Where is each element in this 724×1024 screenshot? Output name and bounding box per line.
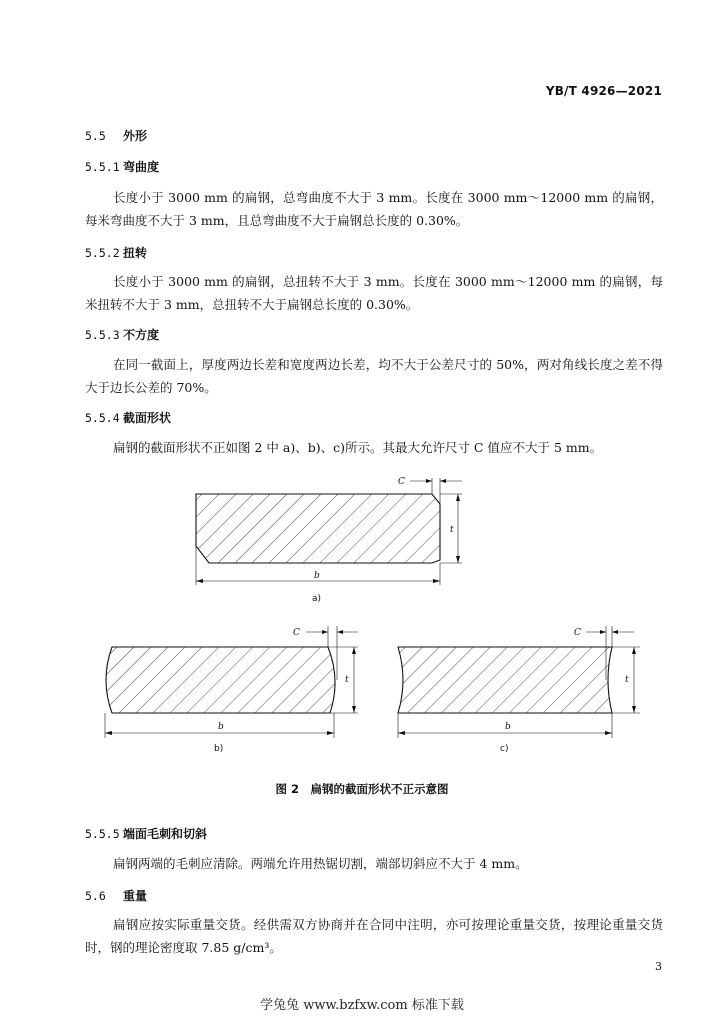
section-heading — [85, 825, 207, 842]
section-number: 5.5 — [85, 129, 106, 143]
section-heading — [85, 127, 147, 144]
page-number: 3 — [655, 960, 662, 973]
figure-caption: 图 2 扁钢的截面形状不正示意图 — [275, 782, 449, 796]
section-heading — [85, 158, 159, 175]
section-number: 5.5.3 — [85, 328, 120, 342]
section-heading — [85, 887, 147, 904]
dimension-label-b: b — [218, 722, 224, 732]
dimension-label-c: C — [293, 628, 300, 638]
section-number: 5.5.2 — [85, 246, 120, 260]
dimension-label-t: t — [345, 675, 349, 685]
diagram-a — [196, 477, 462, 585]
paragraph: 扁钢两端的毛刺应清除。两端允许用热锯切割，端部切斜应不大于 4 mm。 — [113, 856, 528, 871]
cross-section-figure — [0, 465, 724, 775]
section-title: 扭转 — [123, 246, 148, 260]
bar-section-b — [106, 647, 335, 713]
dimension-label-c: C — [574, 628, 581, 638]
section-heading — [85, 326, 159, 343]
standard-code: YB/T 4926—2021 — [545, 84, 662, 98]
section-heading — [85, 409, 171, 426]
footer-watermark: 学兔兔 www.bzfxw.com 标准下载 — [260, 998, 464, 1013]
paragraph: 扁钢应按实际重量交货。经供需双方协商并在合同中注明，亦可按理论重量交货，按理论重量交货时，钢的理论密度取 7.85 g/cm³。 — [85, 917, 663, 955]
paragraph: 长度小于 3000 mm 的扁钢，总弯曲度不大于 3 mm。长度在 3000 mm～12000 mm 的扁钢，每米弯曲度不大于 3 mm，且总弯曲度不大于扁钢总长度的 0.30%。 — [85, 190, 663, 228]
bar-section-c — [398, 647, 612, 713]
dimension-label-t: t — [625, 675, 629, 685]
dimension-label-b: b — [314, 571, 320, 581]
dimension-label-t: t — [450, 525, 454, 535]
section-title: 弯曲度 — [123, 160, 160, 174]
paragraph: 长度小于 3000 mm 的扁钢，总扭转不大于 3 mm。长度在 3000 mm～12000 mm 的扁钢，每米扭转不大于 3 mm，总扭转不大于扁钢总长度的 0.30%。 — [85, 274, 663, 312]
dimension-label-c: C — [398, 477, 405, 487]
diagram-b — [105, 626, 358, 738]
section-title: 截面形状 — [123, 411, 172, 425]
section-title: 重量 — [123, 889, 148, 903]
section-title: 不方度 — [123, 328, 160, 342]
paragraph: 在同一截面上，厚度两边长差和宽度两边长差，均不大于公差尺寸的 50%，两对角线长度之差不得大于边长公差的 70%。 — [85, 357, 663, 395]
section-number: 5.5.5 — [85, 827, 120, 841]
subcaption-b: b) — [214, 744, 224, 754]
section-heading — [85, 244, 147, 261]
paragraph: 扁钢的截面形状不正如图 2 中 a)、b)、c)所示。其最大允许尺寸 C 值应不大于 5 mm。 — [113, 440, 603, 455]
section-title: 端面毛刺和切斜 — [123, 827, 208, 841]
dimension-label-b: b — [505, 722, 511, 732]
section-number: 5.5.4 — [85, 411, 120, 425]
subcaption-a: a) — [312, 594, 322, 604]
subcaption-c: c) — [500, 744, 509, 754]
bar-section-a — [196, 494, 440, 563]
diagram-c — [398, 626, 640, 738]
section-title: 外形 — [123, 129, 148, 143]
section-number: 5.5.1 — [85, 160, 120, 174]
section-number: 5.6 — [85, 889, 106, 903]
